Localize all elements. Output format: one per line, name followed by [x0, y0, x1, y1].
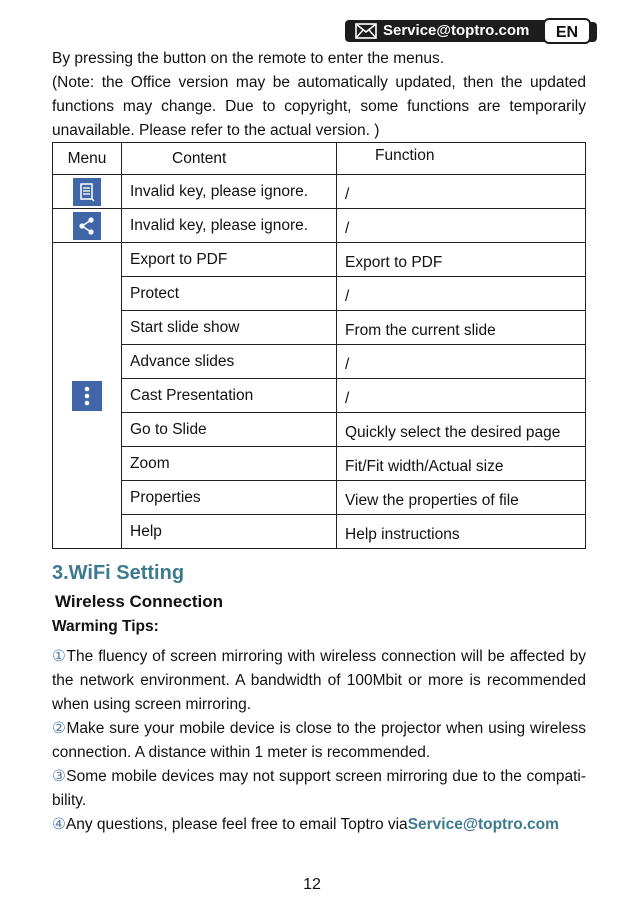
language-badge: EN [543, 18, 591, 44]
function-cell [337, 413, 586, 447]
menu-cell [53, 175, 122, 209]
content-cell [122, 447, 337, 481]
function-cell [337, 311, 586, 345]
content-text: Export to PDF [130, 250, 228, 268]
content-cell [122, 277, 337, 311]
table-row [53, 209, 586, 243]
content-cell [122, 515, 337, 549]
table-header-row [53, 143, 586, 175]
tip-number: ④ [52, 816, 66, 833]
table-row [53, 413, 586, 447]
tip-number: ③ [52, 768, 67, 785]
table-row [53, 379, 586, 413]
table-row [53, 481, 586, 515]
function-cell [337, 175, 586, 209]
tips-list [52, 645, 586, 837]
content-cell [122, 413, 337, 447]
content-text: Properties [130, 488, 201, 506]
function-text: Quickly select the desired page [345, 423, 561, 441]
function-text: Fit/Fit width/Actual size [345, 457, 504, 475]
function-text: / [345, 355, 350, 373]
envelope-icon [355, 23, 377, 39]
menu-cell-more [53, 243, 122, 549]
tip-item [52, 813, 586, 837]
tip-item [52, 645, 586, 717]
section-title: 3.WiFi Setting [52, 562, 185, 584]
function-cell [337, 447, 586, 481]
function-text: View the properties of file [345, 491, 519, 509]
page-header [345, 18, 597, 46]
content-text: Invalid key, please ignore. [130, 182, 309, 200]
table-row [53, 243, 586, 277]
function-cell [337, 209, 586, 243]
intro-note: (Note: the Office version may be automatically updated, then the updated functions may change. Due to copyright, some functions are temporarily unavailable. Please refer to the actual version. ) [52, 74, 586, 139]
header-function [337, 143, 586, 175]
menu-function-table [52, 142, 586, 549]
intro-text [52, 47, 586, 143]
header-content [122, 143, 337, 175]
tip-text: Make sure your mobile device is close to the projector when using wireless connection. A distance within 1 meter is recommended. [52, 720, 586, 761]
tip-item [52, 765, 586, 813]
content-text: Start slide show [130, 318, 240, 336]
table-row [53, 447, 586, 481]
content-text: Invalid key, please ignore. [130, 216, 309, 234]
content-cell [122, 311, 337, 345]
content-cell [122, 379, 337, 413]
content-text: Zoom [130, 454, 170, 472]
list-doc-icon [73, 178, 101, 206]
function-text: / [345, 389, 350, 407]
content-text: Help [130, 522, 162, 540]
table-row [53, 515, 586, 549]
tip-text: The fluency of screen mirroring with wireless connection will be affected by the network environment. A bandwidth of 100Mbit or more is recommended when using screen mirroring. [52, 648, 586, 713]
function-text: From the current slide [345, 321, 496, 339]
function-cell [337, 345, 586, 379]
tip-number: ② [52, 720, 67, 737]
function-text: / [345, 185, 350, 203]
header-menu: Menu [53, 143, 122, 175]
function-text: Export to PDF [345, 253, 443, 271]
content-text: Advance slides [130, 352, 235, 370]
table-row [53, 175, 586, 209]
content-text: Cast Presentation [130, 386, 254, 404]
warming-tips-heading: Warming Tips: [52, 618, 159, 635]
table-row [53, 311, 586, 345]
function-cell [337, 515, 586, 549]
function-cell [337, 243, 586, 277]
function-text: Help instructions [345, 525, 460, 543]
content-cell [122, 209, 337, 243]
function-text: / [345, 287, 350, 305]
tip-text: Some mobile devices may not support screen mirroring due to the compati-bility. [52, 768, 586, 809]
content-cell [122, 175, 337, 209]
content-cell [122, 243, 337, 277]
function-cell [337, 481, 586, 515]
tip-item [52, 717, 586, 765]
language-tab [589, 22, 597, 42]
content-cell [122, 345, 337, 379]
service-email-text: Service@toptro.com [383, 22, 530, 39]
section-subtitle: Wireless Connection [55, 592, 223, 611]
page-number: 12 [303, 876, 321, 893]
header-function-text: Function [375, 146, 435, 164]
more-vertical-icon [72, 381, 102, 411]
function-text: / [345, 219, 350, 237]
service-email-link[interactable]: Service@toptro.com [407, 816, 559, 833]
service-email-badge[interactable] [345, 20, 545, 42]
intro-line: By pressing the button on the remote to enter the menus. [52, 50, 445, 67]
table-row [53, 345, 586, 379]
content-text: Protect [130, 284, 180, 302]
content-text: Go to Slide [130, 420, 207, 438]
menu-cell [53, 209, 122, 243]
tip-text: Any questions, please feel free to email Toptro via [65, 816, 408, 833]
function-cell [337, 379, 586, 413]
content-cell [122, 481, 337, 515]
tip-number: ① [52, 648, 67, 665]
header-content-text: Content [172, 149, 227, 167]
share-icon [73, 212, 101, 240]
table-row [53, 277, 586, 311]
function-cell [337, 277, 586, 311]
